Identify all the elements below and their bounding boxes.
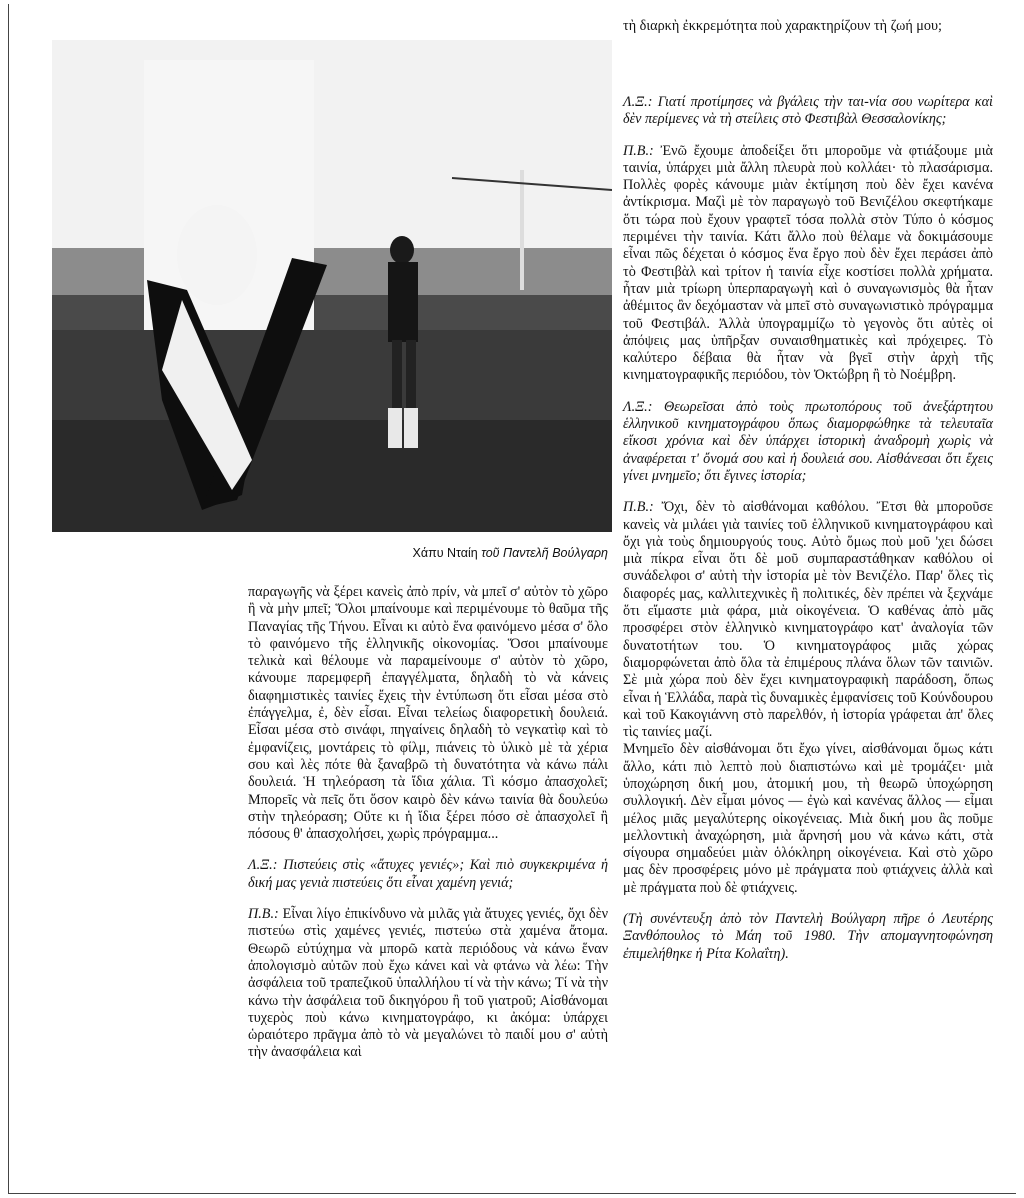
- top-right-text: [623, 18, 993, 35]
- intro-paragraph: παραγωγῆς νὰ ξέρει κανεὶς ἀπὸ πρίν, νὰ μπεῖ σ' αὐτὸν τὸ χῶρο ἢ νὰ μὴν μπεῖ; Ὅλοι μπαίνουμε καὶ περιμένουμε τὸ θαῦμα τῆς Παναγίας τῆς Τήνου. Εἶναι κι αὐτὸ ἕνα φαινόμενο μέσα σ' ὅλο τὸ φαινόμενο τῆς ἑλληνικῆς οἰκονομίας. Ὅσοι μπαίνουμε τελικὰ καὶ θέλουμε νὰ παραμείνουμε σ' αὐτὸν τὸ χῶρο, κάνουμε παρεμφερῆ ἐπαγγέλματα, δηλαδὴ τὸ νὰ κάνεις διαφημιστικὲς ταινίες ἔχεις τὴν ἐντύπωση ὅτι εἶσαι μέσα στὸ ἐπάγγελμα, ἐ, δὲν εἶσαι. Εἶναι τελείως διαφορετικὴ δουλειά. Εἶσαι μέσα στὸ σινάφι, πηγαίνεις δηλαδὴ τὸ νεγκατὶφ καὶ τὸ ἐμφανίζεις, μοντάρεις τὸ φίλμ, πιάνεις τὸ ὑλικὸ μὲ τὰ χέρια σου καὶ λὲς πότε θὰ ξαναβρῶ τὴ δυνατότητα νὰ κάνω πάλι δουλειά. Ἡ τηλεόραση τὰ ἴδια χάλια. Τὶ κόσμο ἀπασχολεῖ; Μπορεῖς νὰ πεῖς ὅτι ὅσον καιρὸ δὲν κάνω ταινία θὰ δουλεύω στὴν τηλεόραση; Οὔτε κι ἡ ἴδια ξέρει πόσο σὲ ἀπασχολεῖ ἢ πόσους θ' ἀπασχολήσει, χωρὶς πρόγραμμα...: [248, 584, 608, 843]
- bottom-left-column: [248, 584, 608, 1062]
- answer-1-text: Ἐνῶ ἔχουμε ἀποδείξει ὅτι μποροῦμε νὰ φτιάξουμε μιὰ ταινία, ὑπάρχει μιὰ ἄλλη πλευρὰ ποὺ κολλάει· τὸ πλασάρισμα. Πολλὲς φορὲς κάνουμε μιὰν ἐκτίμηση ποὺ δὲν ἔχει κανένα ἀντίκρισμα. Μαζὶ μὲ τὸν παραγωγὸ τοῦ Βενιζέλου σκεφτήκαμε ὅτι τώρα ποὺ ἔχουν γραφτεῖ τόσα πολλὰ στὸν Τύπο ὁ κόσμος περιμένει τὴν ταινία. Κάτι ἄλλο ποὺ θέλαμε νὰ δοκιμάσουμε εἶναι πῶς δέχεται ὁ κόσμος ἕνα ἔργο ποὺ δὲν ἔχει περάσει ἀπὸ τὸ Φεστιβὰλ καὶ τρίτον ἡ ταινία εἶχε κοστίσει πολλὰ χρήματα. ἦταν μιὰ τρίωρη ὑπερπαραγωγὴ καὶ ὁ συναγωνισμὸς θὰ ἦταν ἀθέμιτος ἂν δεχόμασταν νὰ μπεῖ στὸ συναγωνιστικὸ πρόγραμμα τοῦ Φεστιβάλ. Ἀλλὰ ὑπογραμμίζω τὸ γεγονὸς ὅτι αὐτὲς οἱ ἀπόψεις μας ὑπῆρξαν συναισθηματικὲς καὶ πρόχειρες. Τὸ καλύτερο δέβαια θὰ ἦταν νὰ βγεῖ στὴν ἀρχὴ τῆς κινηματογραφικῆς περιόδου, τὸν Ὀκτώβρη ἢ τὸ Νοέμβρη.: [623, 142, 993, 384]
- answer-2: [623, 499, 993, 741]
- spacer: [248, 892, 608, 906]
- answer-2-continued: Μνημεῖο δὲν αἰσθάνομαι ὅτι ἔχω γίνει, αἰσθάνομαι ὅμως κάτι ἄλλο, κάτι πιὸ λεπτὸ ποὺ διαπιστώνω καὶ μὲ τρομάζει· μιὰ ὑποχώρηση δική μου, ἀτομική μου, τὴ θεωρῶ ὑποχώρηση συλλογική. Δὲν εἶμαι μόνος — ἐγὼ καὶ κανένας ἄλλος — εἶμαι μέλος μιᾶς μεγαλύτερης οἰκογένειας. Μιὰ δική μου ἂς ποῦμε μελλοντικὴ ἀναχώρηση, μιὰ ἄρνησή μου νὰ κάνω κάτι, στὰ σίγουρα σημαδεύει μιὰν ὁλόκληρη οἰκογένεια. Καὶ στὸ χῶρο μας δὲν προσφέρεις μόνο μὲ πράγματα ποὺ φτιάχνεις ἀλλὰ καὶ μὲ πράγματα ποὺ δὲ φτιάχνεις.: [623, 741, 993, 896]
- answer-3: [248, 906, 608, 1062]
- question-1: [623, 94, 993, 129]
- answer-3-text: Εἶναι λίγο ἐπικίνδυνο νὰ μιλᾶς γιὰ ἄτυχες γενιές, ὄχι δὲν πιστεύω στὶς χαμένες γενιές, πιστεύω στὰ χαμένα ἄτομα. Θεωρῶ εὐτύχημα νὰ μπορῶ κατὰ περιόδους νὰ κάνω ἕναν ἀπολογισμὸ αὐτῶν ποὺ ἔχω κάνει καὶ νὰ φτάνω νὰ λέω: Τὴν ἀσφάλεια τοῦ τραπεζικοῦ ὑπαλλήλου τί νὰ τὴν κάνω; Τί νὰ τὴν κάνω τὴν ἀσφάλεια τοῦ δικηγόρου ἢ τοῦ γιατροῦ; Αἰσθάνομαι τυχερὸς ποὺ κάνω κινηματογράφο, κι ἀκόμα: ὑπάρχει ὡραιότερο πρᾶγμα ἀπὸ τὸ νὰ μεγαλώνει τὸ παιδί μου σ' αὐτὴ τὴν ἀνασφάλεια καὶ: [248, 906, 608, 1061]
- answer-1-label: Π.Β.:: [623, 142, 654, 159]
- spacer: [623, 385, 993, 399]
- spacer: [248, 843, 608, 857]
- spacer: [623, 129, 993, 143]
- question-3-label: Λ.Ξ.:: [248, 857, 278, 874]
- question-3: [248, 857, 608, 892]
- caption-title: Χάπυ Νταίη: [412, 546, 478, 560]
- photo-scene: [52, 40, 612, 532]
- question-1-label: Λ.Ξ.:: [623, 94, 653, 110]
- question-1-text: Γιατί προτίμησες νὰ βγάλεις τὴν ται-νία σου νωρίτερα καὶ δὲν περίμενες νὰ τὴ στείλεις στὸ Φεστιβὰλ Θεσσαλονίκης;: [623, 94, 994, 128]
- caption-author: τοῦ Παντελῆ Βούλγαρη: [481, 546, 608, 560]
- question-2-label: Λ.Ξ.:: [623, 398, 653, 415]
- right-column: [623, 94, 993, 963]
- interview-credit: (Τὴ συνέντευξη ἀπὸ τὸν Παντελὴ Βούλγαρη πῆρε ὁ Λευτέρης Ξανθόπουλος τὸ Μάη τοῦ 1980. Τὴν απομαγνητοφώνηση ἐπιμελήθηκε ἡ Ρίτα Κολαΐτη).: [623, 911, 993, 962]
- question-3-text: Πιστεύεις στὶς «ἄτυχες γενιές»; Καὶ πιὸ συγκεκριμένα ἡ δική μας γενιὰ πιστεύεις ὅτι εἶναι χαμένη γενιά;: [248, 857, 609, 891]
- photograph: [52, 40, 612, 532]
- answer-2-label: Π.Β.:: [623, 499, 654, 516]
- answer-2-text: Ὄχι, δὲν τὸ αἰσθάνομαι καθόλου. Ἔτσι θὰ μποροῦσε κανεὶς νὰ μιλάει γιὰ ταινίες τοῦ ἑλληνικοῦ κινηματογράφου καὶ ὄχι γιὰ τοὺς δημιουργούς τους. Αὐτὸ ὅμως ποὺ μοῦ 'χει δώσει μιὰ πίκρα εἶναι ὅτι δὲ μοῦ συμπαραστάθηκαν καθόλου οἱ συνάδελφοι σ' αὐτὴ τὴν ἱστορία μὲ τὸν Βενιζέλο. Παρ' ὅλες τὶς διαφορές μας, καλλιτεχνικὲς ἢ πολιτικές, δὲν πρέπει νὰ ξεχνάμε ὅτι εἴμαστε μιὰ φάρα, μιὰ οἰκογένεια. Ὁ καθένας ἀπὸ μᾶς προσφέρει στὸν ἑλληνικὸ κινηματογράφο κατ' ἀναλογία τῶν δυνατοτήτων του. Ὁ κινηματογράφος μιᾶς χώρας διαμορφώνεται ἀπὸ ὅλα τὰ ἐπιμέρους πλάνα ὅλων τῶν ταινιῶν. Σὲ μιὰ χώρα ποὺ δὲν ἔχει κινηματογραφικὴ παράδοση, ὅπως εἶναι ἡ Ἑλλάδα, παρὰ τὶς δυναμικὲς ἐμφανίσεις τοῦ Κούνδουρου καὶ τοῦ Κακογιάννη στὸ παρελθόν, ἡ ἱστορία γράφεται ἀπ' ὅλες τὶς ταινίες μαζί.: [623, 499, 993, 741]
- photo-caption: [392, 546, 608, 560]
- question-2-text: Θεωρεῖσαι ἀπὸ τοὺς πρωτοπόρους τοῦ ἀνεξάρτητου ἑλληνικοῦ κινηματογράφου ὅπως διαμορφώθηκε τὰ τελευταῖα εἴκοσι χρόνια καὶ δὲν ὑπάρχει ἱστορικὴ ἀναδρομὴ χωρὶς νὰ ἀναφέρεται τ' ὄνομά σου καὶ ἡ δουλειά σου. Αἰσθάνεσαι ὅτι ἔχεις γίνει μνημεῖο; ὅτι ἔγινες ἱστορία;: [623, 398, 994, 484]
- continued-text: τὴ διαρκὴ ἐκκρεμότητα ποὺ χαρακτηρίζουν τὴ ζωή μου;: [623, 18, 942, 34]
- spacer: [623, 897, 993, 911]
- answer-3-label: Π.Β.:: [248, 906, 279, 923]
- answer-1: [623, 143, 993, 385]
- spacer: [623, 485, 993, 499]
- question-2: [623, 399, 993, 485]
